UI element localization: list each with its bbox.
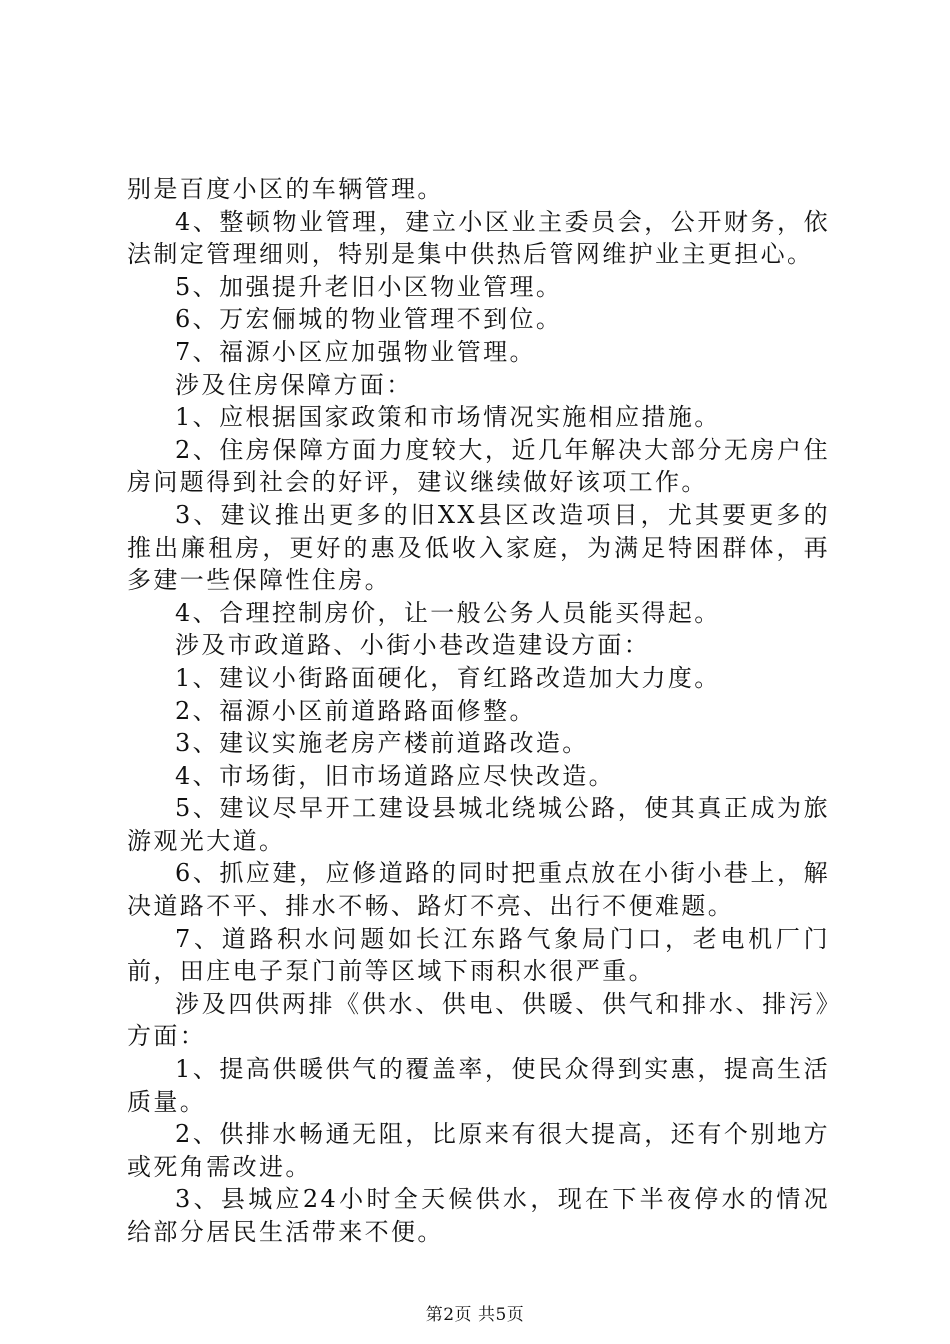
paragraph: 2、供排水畅通无阻，比原来有很大提高，还有个别地方或死角需改进。 [127,1120,830,1181]
paragraph: 3、建议推出更多的旧XX县区改造项目，尤其要更多的推出廉租房，更好的惠及低收入家庭，为满足特困群体，再多建一些保障性住房。 [127,500,830,595]
paragraph: 别是百度小区的车辆管理。 [127,175,444,203]
paragraph: 5、建议尽早开工建设县城北绕城公路，使其真正成为旅游观光大道。 [127,794,830,855]
paragraph: 2、福源小区前道路路面修整。 [175,696,536,725]
page-footer: 第2页 共5页 [425,1305,525,1325]
document-body [127,173,830,1249]
paragraph: 1、建议小街路面硬化，育红路改造加大力度。 [175,663,721,692]
paragraph: 5、加强提升老旧小区物业管理。 [175,272,563,301]
paragraph: 3、县城应24小时全天候供水，现在下半夜停水的情况给部分居民生活带来不便。 [127,1185,830,1246]
paragraph: 涉及市政道路、小街小巷改造建设方面： [175,631,651,660]
paragraph: 1、应根据国家政策和市场情况实施相应措施。 [175,403,721,432]
paragraph: 6、抓应建，应修道路的同时把重点放在小街小巷上，解决道路不平、排水不畅、路灯不亮、出行不便难题。 [127,859,830,921]
paragraph: 7、福源小区应加强物业管理。 [175,337,536,366]
paragraph: 4、整顿物业管理，建立小区业主委员会，公开财务，依法制定管理细则，特别是集中供热后管网维护业主更担心。 [127,207,830,269]
paragraph: 4、合理控制房价，让一般公务人员能买得起。 [175,598,721,627]
paragraph: 涉及住房保障方面： [175,370,413,399]
paragraph: 4、市场街，旧市场道路应尽快改造。 [175,761,616,790]
paragraph: 涉及四供两排《供水、供电、供暖、供气和排水、排污》方面： [127,989,830,1051]
paragraph: 2、住房保障方面力度较大，近几年解决大部分无房户住房问题得到社会的好评，建议继续做好该项工作。 [127,435,830,497]
paragraph: 3、建议实施老房产楼前道路改造。 [175,729,589,758]
paragraph: 1、提高供暖供气的覆盖率，使民众得到实惠，提高生活质量。 [127,1055,830,1116]
paragraph: 6、万宏俪城的物业管理不到位。 [175,305,563,334]
paragraph: 7、道路积水问题如长江东路气象局门口，老电机厂门前，田庄电子泵门前等区域下雨积水很严重。 [127,924,830,986]
